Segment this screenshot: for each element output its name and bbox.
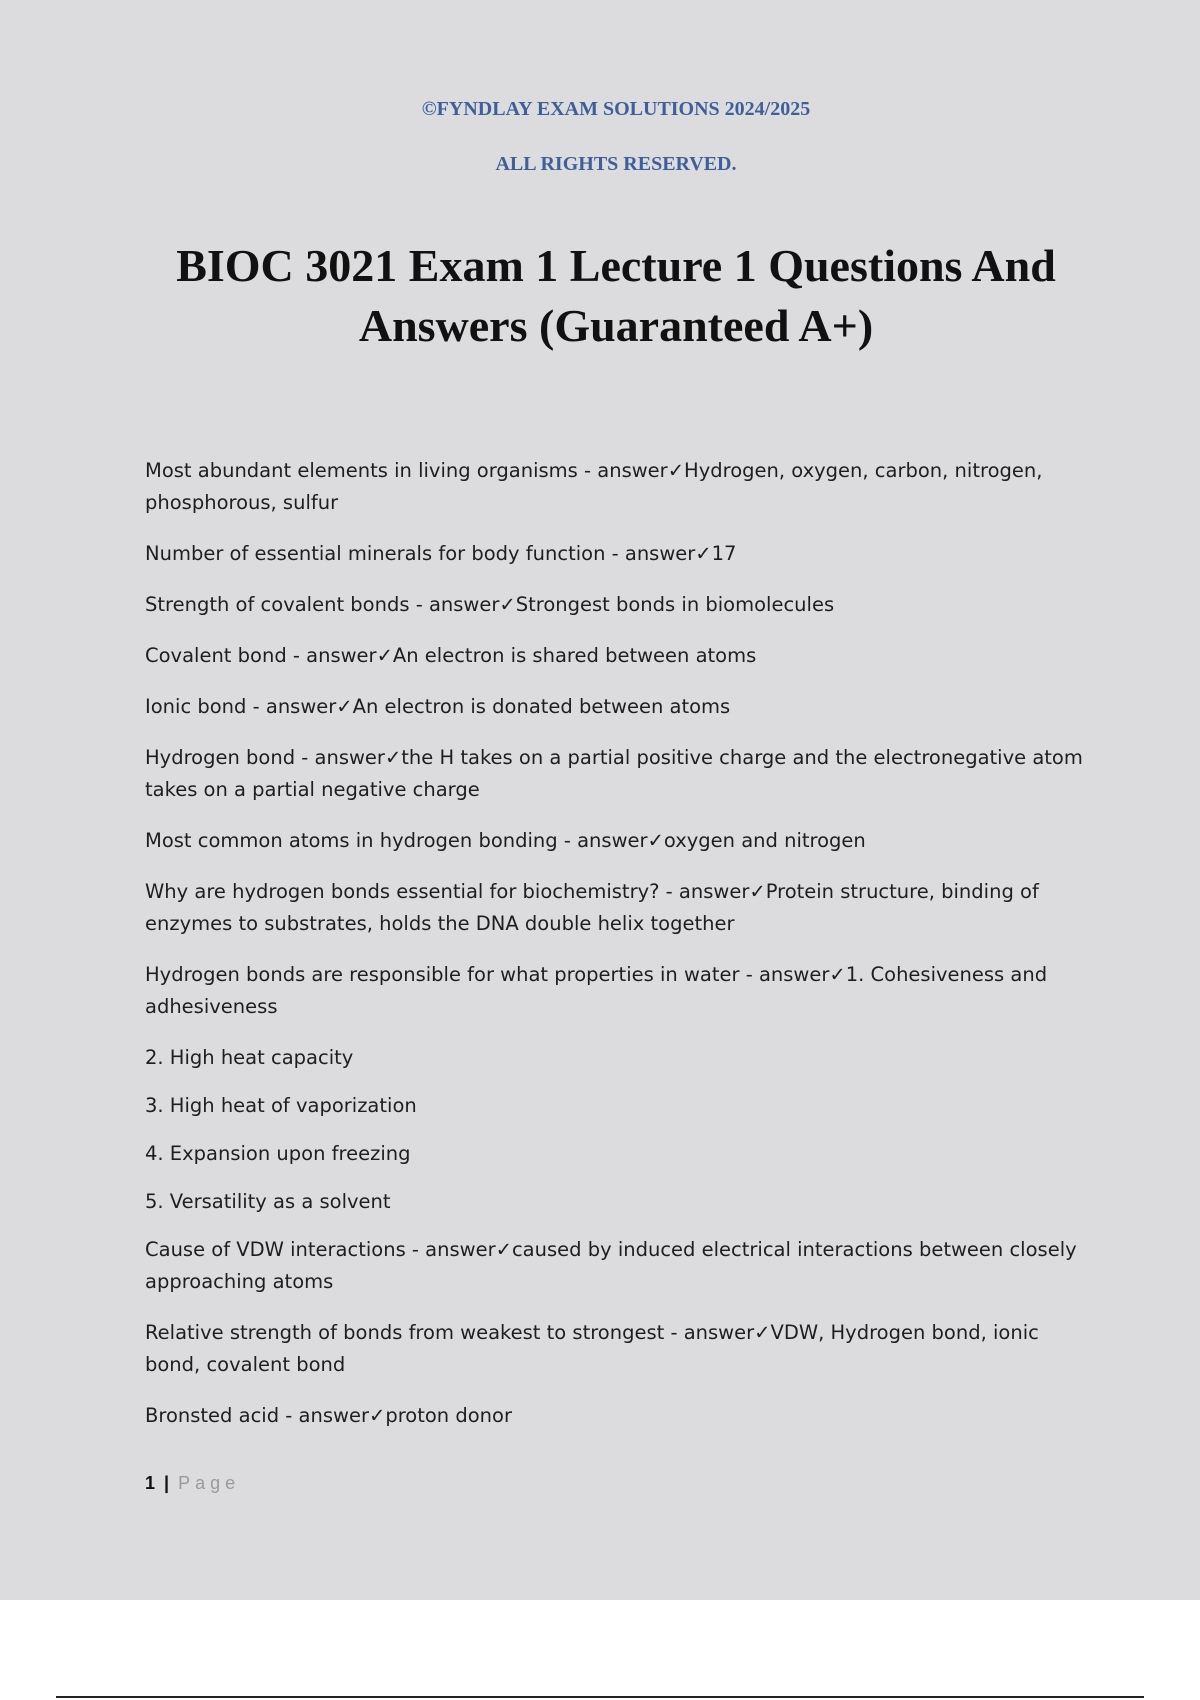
qa-list	[145, 455, 1095, 1023]
question-text: Bronsted acid	[145, 1404, 280, 1427]
answer-separator: - answer✓	[279, 1404, 386, 1427]
answer-separator: - answer✓	[605, 542, 712, 565]
list-item: 3. High heat of vaporization	[145, 1094, 417, 1117]
answer-text: Strongest bonds in biomolecules	[515, 593, 835, 616]
qa-item	[145, 640, 1095, 672]
list-item: 5. Versatility as a solvent	[145, 1190, 391, 1213]
answer-separator: - answer✓	[577, 459, 685, 482]
page-footer	[145, 1473, 240, 1494]
answer-text: 17	[711, 542, 737, 565]
qa-item	[145, 538, 1095, 570]
question-text: Hydrogen bonds are responsible for what properties in water	[145, 963, 740, 986]
answer-text: VDW, Hydrogen bond, ionic bond, covalent bond	[145, 1321, 1039, 1376]
footer-divider: |	[164, 1473, 170, 1493]
question-text: Relative strength of bonds from weakest to strongest	[145, 1321, 665, 1344]
answer-separator: - answer✓	[557, 829, 664, 852]
qa-item	[145, 876, 1095, 940]
document-title: BIOC 3021 Exam 1 Lecture 1 Questions And Answers (Guaranteed A+)	[176, 240, 1056, 351]
answer-text: 1. Cohesiveness and adhesiveness	[145, 963, 1048, 1018]
answer-text: the H takes on a partial positive charge and the electronegative atom takes on a partial negative charge	[145, 746, 1083, 801]
page-label: Page	[178, 1473, 241, 1493]
numbered-list	[145, 1042, 1095, 1218]
bottom-rule	[56, 1696, 1144, 1698]
answer-text: oxygen and nitrogen	[663, 829, 866, 852]
question-text: Covalent bond	[145, 644, 287, 667]
qa-item	[145, 691, 1095, 723]
qa-list	[145, 1234, 1095, 1432]
answer-text: proton donor	[385, 1404, 512, 1427]
answer-text: An electron is donated between atoms	[352, 695, 731, 718]
page-number: 1	[145, 1473, 156, 1493]
question-text: Strength of covalent bonds	[145, 593, 410, 616]
qa-item	[145, 1317, 1095, 1381]
answer-separator: - answer✓	[664, 1321, 771, 1344]
copyright-header: ©FYNDLAY EXAM SOLUTIONS 2024/2025	[421, 98, 811, 120]
answer-separator: - answer✓	[246, 695, 353, 718]
list-item: 4. Expansion upon freezing	[145, 1142, 411, 1165]
question-text: Cause of VDW interactions	[145, 1238, 406, 1261]
answer-separator: - answer✓	[739, 963, 846, 986]
answer-separator: - answer✓	[405, 1238, 512, 1261]
question-text: Most common atoms in hydrogen bonding	[145, 829, 558, 852]
qa-item	[145, 589, 1095, 621]
answer-separator: - answer✓	[295, 746, 402, 769]
answer-text: Hydrogen, oxygen, carbon, nitrogen, phosphorous, sulfur	[145, 459, 1043, 514]
answer-text: caused by induced electrical interactions between closely approaching atoms	[145, 1238, 1077, 1293]
answer-separator: - answer✓	[409, 593, 516, 616]
answer-separator: - answer✓	[286, 644, 393, 667]
list-item: 2. High heat capacity	[145, 1046, 354, 1069]
qa-item	[145, 825, 1095, 857]
qa-item	[145, 1400, 1095, 1432]
qa-item	[145, 1234, 1095, 1298]
answer-text: Protein structure, binding of enzymes to substrates, holds the DNA double helix together	[145, 880, 1039, 935]
question-text: Most abundant elements in living organisms	[145, 459, 578, 482]
question-text: Hydrogen bond	[145, 746, 296, 769]
answer-text: An electron is shared between atoms	[392, 644, 757, 667]
question-text: Number of essential minerals for body function	[145, 542, 606, 565]
qa-content	[145, 455, 1095, 1451]
qa-item	[145, 742, 1095, 806]
qa-item	[145, 455, 1095, 519]
question-text: Ionic bond	[145, 695, 247, 718]
question-text: Why are hydrogen bonds essential for biochemistry?	[145, 880, 660, 903]
rights-reserved-header: ALL RIGHTS RESERVED.	[495, 153, 737, 175]
qa-item	[145, 959, 1095, 1023]
answer-separator: - answer✓	[659, 880, 766, 903]
